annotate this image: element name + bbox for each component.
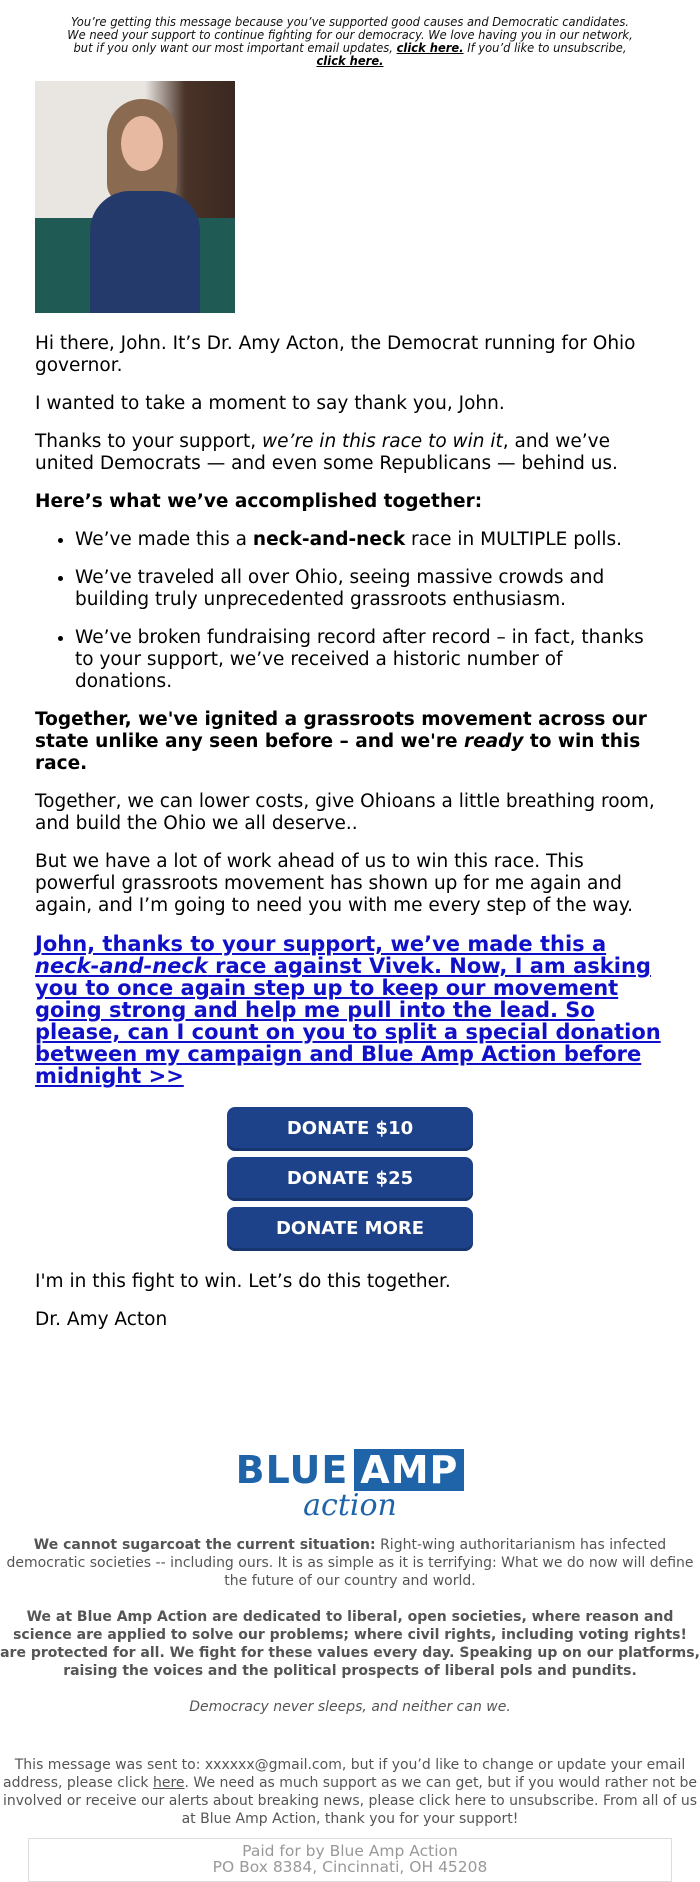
footer: We cannot sugarcoat the current situation: Right-wing authoritarianism has infected democratic societies -- including ours. It is as simple as it is terrifying: What we do now will define the future of our country and world. We at Blue Amp Action are dedicated to liberal, open societies, where reason and science are applied to solve our problems; where civil rights, including voting rights! are protected for all. We fight for these values every day. Speaking up on our platforms, raising the voices and the political prospects of liberal pols and pundits. Democracy never sleeps, and neither can we. This message was sent to: xxxxxx@gmail.com, but if you’d like to change or update your email address, please click here. We need as much support as we can get, but if you would rather not be involved or receive our alerts about breaking news, please click here to unsubscribe. From all of us at Blue Amp Action, thank you for your support! Paid for by Blue Amp Action PO Box 8384, Cincinnati, OH 45208	[0, 1536, 700, 1882]
paid-for-disclaimer: Paid for by Blue Amp Action PO Box 8384, Cincinnati, OH 45208	[28, 1838, 672, 1882]
paragraph: Thanks to your support, we’re in this race to win it, and we’ve united Democrats — and even some Republicans — behind us.	[35, 431, 618, 474]
donate-buttons	[35, 1107, 665, 1251]
paragraph: Together, we can lower costs, give Ohioans a little breathing room, and build the Ohio we all deserve..	[35, 791, 655, 834]
preheader: You’re getting this message because you’ve supported good causes and Democratic candidates. We need your support to continue fighting for our democracy. We love having you in our network, but if you only want our most important email updates, click here. If you’d like to unsubscribe, click here.	[67, 14, 633, 68]
donate-25-button[interactable]: DONATE $25	[227, 1157, 473, 1201]
update-email-link[interactable]: here	[152, 1775, 185, 1791]
candidate-photo	[35, 81, 235, 313]
greeting: Hi there, John. It’s Dr. Amy Acton, the Democrat running for Ohio governor.	[35, 333, 636, 376]
list-item: • We’ve traveled all over Ohio, seeing massive crowds and building truly unprecedented grassroots enthusiasm.	[75, 567, 665, 611]
blue-amp-action-logo: BLUE AMP action	[0, 1448, 700, 1523]
signature: Dr. Amy Acton	[35, 1309, 168, 1330]
message-body	[35, 333, 665, 1347]
section-heading: Here’s what we’ve accomplished together:	[35, 491, 483, 512]
email-preferences-link[interactable]: click here.	[396, 40, 464, 55]
paragraph: I'm in this fight to win. Let’s do this together.	[35, 1271, 451, 1292]
donation-cta-link[interactable]: John, thanks to your support, we’ve made this a neck-and-neck race against Vivek. Now, I am asking you to once again step up to keep our movement going strong and help me pull into the lead. So please, can I count on you to split a special donation between my campaign and Blue Amp Action before midnight >>	[35, 932, 661, 1088]
donate-more-button[interactable]: DONATE MORE	[227, 1207, 473, 1251]
donate-10-button[interactable]: DONATE $10	[227, 1107, 473, 1151]
list-item: • We’ve made this a neck-and-neck race in MULTIPLE polls.	[75, 529, 665, 551]
accomplishments-list	[35, 529, 665, 693]
list-item: • We’ve broken fundraising record after record – in fact, thanks to your support, we’ve received a historic number of donations.	[75, 627, 665, 693]
unsubscribe-link[interactable]: click here.	[316, 53, 384, 68]
paragraph: I wanted to take a moment to say thank you, John.	[35, 393, 505, 414]
paragraph: Together, we've ignited a grassroots movement across our state unlike any seen before – and we're ready to win this race.	[35, 709, 647, 774]
paragraph: But we have a lot of work ahead of us to win this race. This powerful grassroots movement has shown up for me again and again, and I’m going to need you with me every step of the way.	[35, 851, 634, 916]
